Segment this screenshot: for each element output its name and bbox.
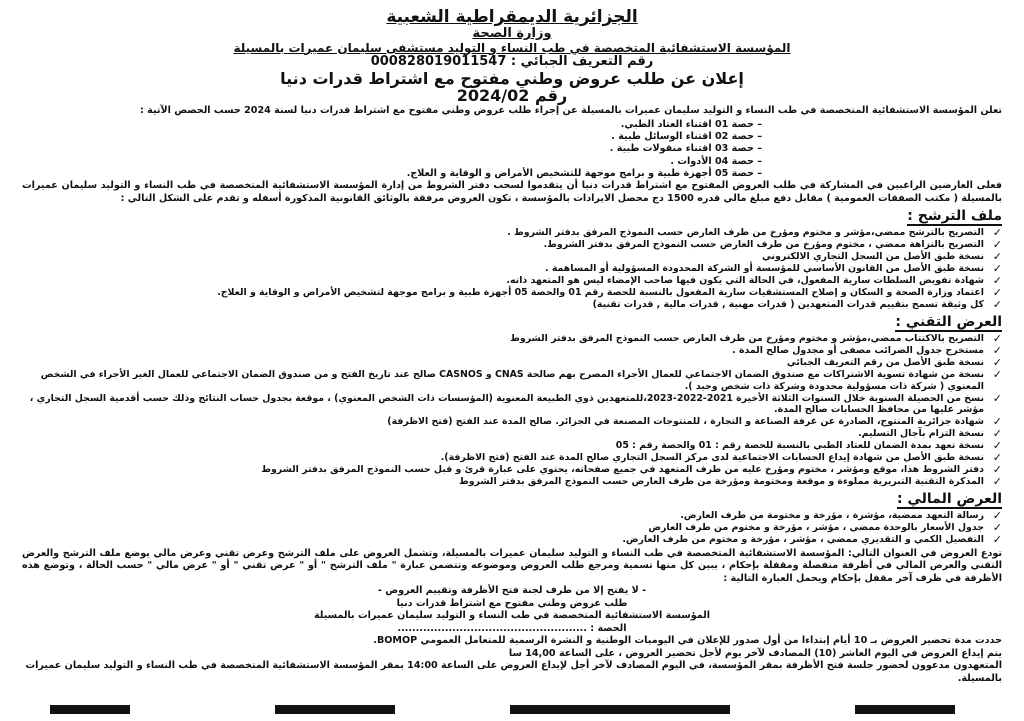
- preparation-period: حددت مدة تحضير العروض بـ 10 أيام إبتداءا من أول صدور للإعلان في اليوميات الوطنية و النشرة الرسمية للمتعامل العمومي BOMOP.: [373, 635, 1002, 647]
- envelope-line: الحصة : ....................................................: [397, 622, 627, 634]
- check-mark-icon: ✓: [992, 343, 1002, 357]
- lot-item: – حصة 05 أجهزة طبية و برامج موجهة للتشخيص الأمراض و الوقاية و العلاج.: [22, 168, 762, 180]
- announcement-number: رقم 2024/02: [456, 86, 568, 106]
- check-mark-icon: ✓: [992, 533, 1002, 547]
- scan-bar: [855, 705, 955, 714]
- list-item: ✓ نسخة من شهادة تسوية الاشتراكات مع صندوق الضمان الاجتماعي للعمال الأجراء المصرح بهم صالحة CNAS و CASNOS صالح عند تاريخ الفتح و من صندوق الضمان الاجتماعي للعمال الغير الأجراء في الشخص المعنوي ( شركة ذات مسؤولية محدودة وشركة ذات شخص وحيد ).: [40, 367, 1002, 392]
- check-mark-icon: ✓: [992, 331, 1002, 345]
- envelope-line: المؤسسة الاستشفائية المتخصصة في طب النساء و التوليد سليمان عميرات بالمسيلة: [313, 610, 711, 622]
- announcement-title: إعلان عن طلب عروض وطني مفتوح مع اشتراط قدرات دنيا: [280, 68, 744, 88]
- lot-item: – حصة 01 اقتناء العتاد الطبي.: [22, 119, 762, 131]
- envelope-line: - لا يفتح إلا من طرف لجنة فتح الأظرفة وتقييم العروض -: [377, 585, 647, 597]
- institution-name: المؤسسة الاستشفائية المتخصصة في طب النساء و التوليد مستشفى سليمان عميرات بالمسيلة: [233, 40, 791, 55]
- list-item: ✓ نسخ من الحصيلة السنوية خلال السنوات الثلاثة الأخيرة 2021-2022-2023،للمتعهدين ذوي الطبيعة المعنوية (المؤسسات ذات الشخص المعنوي) ، موقعة بجدول حساب النتائج وذلك حسب أقدمية السجل التجاري ، مؤشر عليها من محافظ الحسابات صالح المدة.: [29, 391, 1002, 416]
- check-mark-icon: ✓: [992, 451, 1002, 465]
- check-mark-icon: ✓: [992, 262, 1002, 276]
- list-item: ✓ مستخرج جدول الضرائب مصفى أو مجدول صالح المدة .: [732, 343, 1002, 357]
- financial-list: [22, 510, 1002, 546]
- candidature-heading: ملف الترشح :: [907, 208, 1002, 226]
- check-mark-icon: ✓: [992, 509, 1002, 523]
- list-item: ✓ نسخة طبق الأصل من السجل التجاري الالكتروني: [762, 250, 1002, 264]
- header: [22, 8, 1002, 105]
- lot-item: – حصة 02 اقتناء الوسائل طبية .: [22, 131, 762, 143]
- lot-item: – حصة 03 اقتناء منقولات طبية .: [22, 143, 762, 155]
- list-item: ✓ التصريح بالاكتتاب ممضي،مؤشر و مختوم ومؤرخ من طرف العارض حسب النموذج المرفق بدفتر الشروط: [510, 331, 1002, 345]
- technical-heading: العرض التقني :: [895, 314, 1002, 332]
- candidature-list: [22, 227, 1002, 311]
- opening-session: المتعهدون مدعوون لحضور جلسة فتح الأظرفة بمقر المؤسسة، في اليوم المصادف لآخر أجل لإيداع العروض على الساعة 14:00 بمقر المؤسسة الاستشفائية المتخصصة في طب النساء و التوليد سليمان عميرات بالمسيلة.: [25, 660, 1002, 684]
- check-mark-icon: ✓: [992, 391, 1002, 405]
- scan-bar: [510, 705, 730, 714]
- list-item: ✓ نسخة طبق الأصل من القانون الأساسي للمؤسسة أو الشركة المحدودة المسؤولية أو المساهمة .: [545, 262, 1002, 276]
- technical-list: [22, 333, 1002, 488]
- list-item: ✓ رسالة التعهد ممضية، مؤشرة ، مؤرخة و مختومة من طرف العارض.: [680, 509, 1002, 523]
- lots-list: [22, 119, 1002, 180]
- intro-paragraph: تعلن المؤسسة الاستشفائية المتخصصة في طب النساء و التوليد سليمان عميرات بالمسيلة عن إجراء طلب عروض وطني مفتوح مع اشتراط قدرات دنيا لسنة 2024 حسب الحصص الآتية :: [139, 105, 1002, 117]
- check-mark-icon: ✓: [992, 521, 1002, 535]
- list-item: ✓ نسخة طبق الأصل من رقم التعريف الجبائي: [786, 355, 1002, 369]
- list-item: ✓ كل وثيقة تسمح بتقييم قدرات المتعهدين ( قدرات مهنية , قدرات مالية , قدرات تقنية): [592, 297, 1002, 311]
- list-item: ✓ جدول الأسعار بالوحدة ممضي ، مؤشر ، مؤرخة و مختوم من طرف العارض: [648, 521, 1002, 535]
- list-item: ✓ نسخة تعهد بمدة الضمان للعتاد الطبي بالنسبة للحصة رقم : 01 والحصة رقم : 05: [615, 439, 1002, 453]
- country-title: الجزائرية الديمقراطية الشعبية: [386, 7, 638, 27]
- tax-id: رقم التعريف الجبائي : 000828019011547: [370, 54, 654, 70]
- submission-paragraph: تودع العروض في العنوان التالي: المؤسسة الاستشفائية المتخصصة في طب النساء و التوليد سليمان عميرات بالمسيلة، وتشمل العروض على ملف الترشح وعرض تقني وعرض مالي يوضع ملف الترشح والعرض التقني والعرض المالي في أظرفة منفصلة ومقفلة بإحكام ، يبين كل منها تسمية ومرجع طلب العروض وموضوعه وتتضمن عبارة " ملف الترشح " أو " عرض تقني " أو " عرض مالي " حسب الحالة ، وتوضع هذه الأظرفة في ظرف آخر مقفل بإحكام ويحمل العبارة التالية :: [22, 547, 1002, 584]
- deposit-deadline: يتم إيداع العروض في اليوم العاشر (10) المصادف لآخر يوم لأجل تحضير العروض ، على الساعة 14,00 سا: [508, 647, 1002, 659]
- list-item: ✓ المذكرة التقنية التبريرية مملوءة و موقعة ومختومة ومؤرخة من طرف العارض حسب النموذج المرفق بدفتر الشروط: [458, 475, 1002, 489]
- scan-bar: [275, 705, 395, 714]
- withdrawal-paragraph: فعلى العارضين الراغبين في المشاركة في طلب العروض المفتوح مع اشتراط قدرات دنيا أن يتقدموا لسحب دفتر الشروط من إدارة المؤسسة الاستشفائية المتخصصة في طب النساء و التوليد سليمان عميرات بالمسيلة ( مكتب الصفقات العمومية ) مقابل دفع مبلغ مالي قدره 1500 دج محصل الايرادات بالمؤسسة ، تكون العروض مرفقة بالوثائق القانونية المذكورة أسفله و تقدم على الشكل التالي :: [22, 180, 1002, 204]
- list-item: ✓ دفتر الشروط هذا، موقع ومؤشر ، مختوم ومؤرخ عليه من طرف المتعهد في جميع صفحاته، يحتوي على عبارة قرئ و قبل حسب النموذج المرفق بدفتر الشروط: [261, 463, 1002, 477]
- check-mark-icon: ✓: [992, 226, 1002, 240]
- check-mark-icon: ✓: [992, 427, 1002, 441]
- check-mark-icon: ✓: [992, 250, 1002, 264]
- list-item: ✓ نسخة التزام بآجال التسليم.: [858, 427, 1002, 441]
- check-mark-icon: ✓: [992, 285, 1002, 299]
- list-item: ✓ اعتماد وزارة الصحة و السكان و إصلاح المستشفيات سارية المفعول بالنسبة للحصة رقم 01 والحصة 05 أجهزة طبية و برامج موجهة لتشخيص الأمراض و الوقاية و العلاج.: [217, 285, 1002, 299]
- scan-bottom-bars: [0, 705, 1024, 715]
- financial-heading: العرض المالي :: [897, 491, 1002, 509]
- list-item: ✓ التصريح بالترشح ممضي،مؤشر و مختوم ومؤرخ من طرف العارض حسب النموذج المرفق بدفتر الشروط .: [507, 226, 1002, 240]
- check-mark-icon: ✓: [992, 475, 1002, 489]
- list-item: ✓ شهادة تفويض السلطات سارية المفعول، في الحالة التي يكون فيها صاحب الإمضاء ليس هو المتعهد ذاته.: [506, 273, 1002, 287]
- check-mark-icon: ✓: [992, 273, 1002, 287]
- check-mark-icon: ✓: [992, 415, 1002, 429]
- lot-item: – حصة 04 الأدوات .: [22, 156, 762, 168]
- check-mark-icon: ✓: [992, 238, 1002, 252]
- list-item: ✓ شهادة جزائرية المنتوج، الصادرة عن غرفة الصناعة و التجارة ، للمنتوجات المصنعة في الجزائر. صالح المدة عند الفتح (فتح الاظرفة): [387, 415, 1002, 429]
- footer: [22, 635, 1002, 685]
- ministry-title: وزارة الصحة: [472, 26, 552, 42]
- list-item: ✓ التصريح بالنزاهة ممضي ، مختوم ومؤرخ من طرف العارض حسب النموذج المرفق بدفتر الشروط.: [543, 238, 1002, 252]
- envelope-line: طلب عروض وطني مفتوح مع اشتراط قدرات دنيا: [396, 597, 628, 609]
- list-item: ✓ نسخة طبق الأصل من شهادة إيداع الحسابات الاجتماعية لدى مركز السجل التجاري صالح المدة عند الفتح (فتح الاظرفة).: [440, 451, 1002, 465]
- envelope-inscription: [22, 585, 1002, 635]
- check-mark-icon: ✓: [992, 367, 1002, 381]
- check-mark-icon: ✓: [992, 439, 1002, 453]
- list-item: ✓ التفصيل الكمي و التقديري ممضي ، مؤشر ، مؤرخة و مختوم من طرف العارض.: [622, 533, 1002, 547]
- scan-bar: [50, 705, 130, 714]
- check-mark-icon: ✓: [992, 463, 1002, 477]
- check-mark-icon: ✓: [992, 297, 1002, 311]
- check-mark-icon: ✓: [992, 355, 1002, 369]
